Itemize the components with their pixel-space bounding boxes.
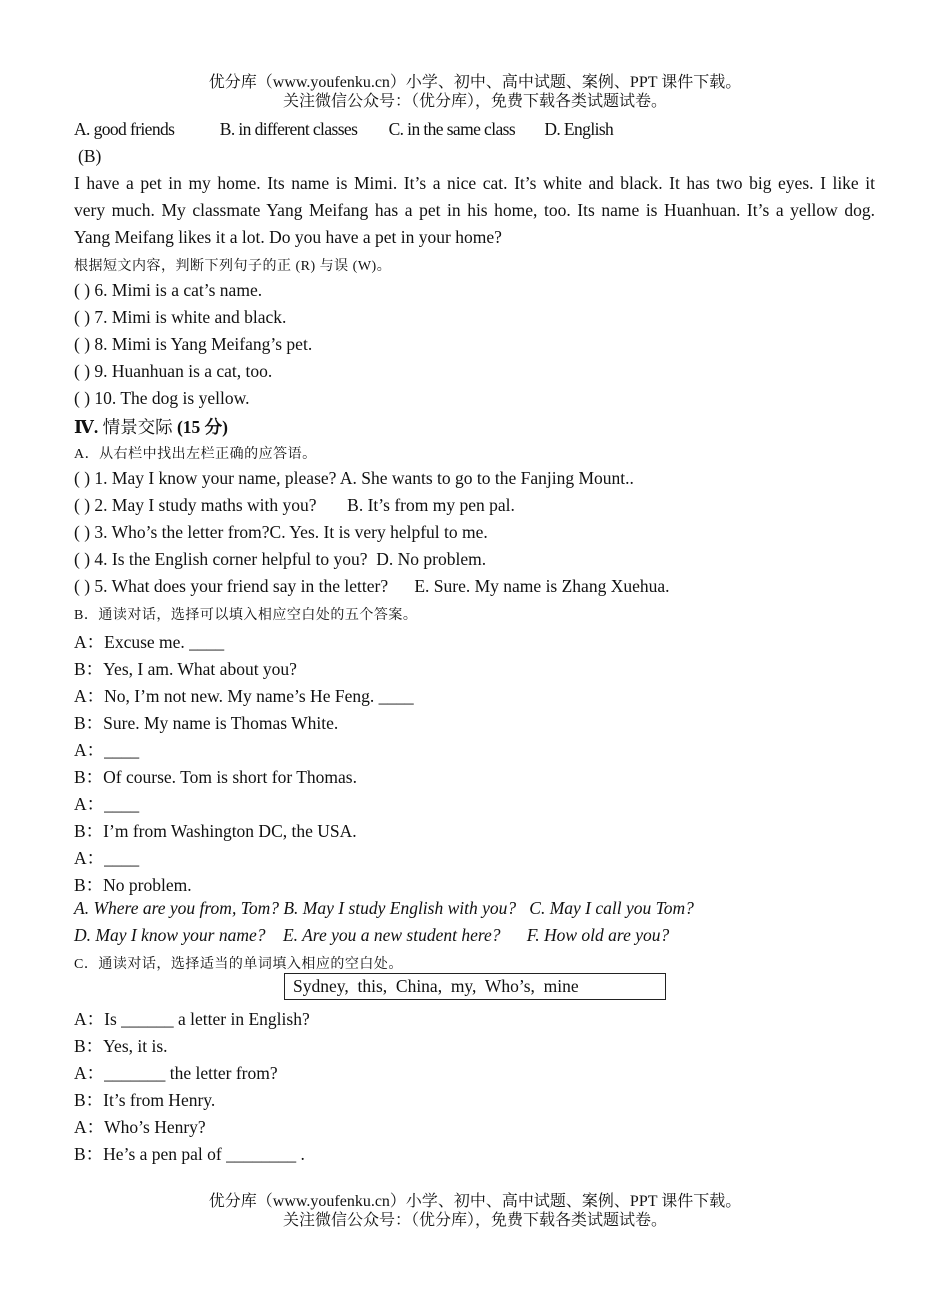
dialogue-line: B：Yes, I am. What about you? (74, 659, 297, 679)
question-row (74, 334, 312, 355)
header-line-2: 关注微信公众号：（优分库），免费下载各类试题试卷。 (282, 93, 667, 110)
part-c-instruction: C．通读对话，选择适当的单词填入相应的空白处。 (74, 957, 403, 972)
question-number: 8. (94, 334, 108, 354)
dialogue-line: A：_______ the letter from? (74, 1063, 278, 1083)
section-roman: Ⅳ. (74, 417, 99, 437)
question-text: Huanhuan is a cat, too. (111, 361, 273, 381)
match-row (74, 522, 488, 543)
options-row (74, 119, 613, 140)
header-line-1: 优分库（www.youfenku.cn）小学、初中、高中试题、案例、PPT 课件下载。 (208, 74, 742, 91)
part-b-choices-2: D. May I know your name? E. Are you a new student here? F. How old are you? (74, 925, 670, 945)
dialogue-line: A：No, I’m not new. My name’s He Feng. ____ (74, 686, 414, 706)
question-row (74, 307, 286, 328)
section-title: 情景交际 (102, 417, 173, 437)
footer-line-2: 关注微信公众号：（优分库），免费下载各类试题试卷。 (282, 1212, 667, 1229)
question-number: 4. (94, 549, 108, 569)
page-footer (0, 1192, 950, 1230)
answer-paren: ( ) (74, 549, 91, 569)
passage-line: very much. My classmate Yang Meifang has a pet in his home, too. Its name is Huanhuan. It’s a yellow dog. (74, 200, 875, 220)
match-row (74, 468, 634, 489)
passage-b-text (74, 170, 875, 251)
question-text: Mimi is Yang Meifang’s pet. (111, 334, 313, 354)
dialogue-line: A：____ (74, 848, 140, 868)
question-text: The dog is yellow. (120, 388, 250, 408)
answer-paren: ( ) (74, 468, 91, 488)
match-text: Is the English corner helpful to you? D. No problem. (111, 549, 487, 569)
question-number: 10. (94, 388, 117, 408)
dialogue-line: A：____ (74, 740, 140, 760)
footer-line-1: 优分库（www.youfenku.cn）小学、初中、高中试题、案例、PPT 课件下载。 (208, 1193, 742, 1210)
question-row (74, 388, 249, 409)
question-number: 3. (94, 522, 108, 542)
option-d: D. English (544, 119, 614, 139)
answer-paren: ( ) (74, 388, 91, 408)
question-text: Mimi is white and black. (111, 307, 287, 327)
passage-line: Yang Meifang likes it a lot. Do you have a pet in your home? (74, 227, 502, 247)
dialogue-line: B：It’s from Henry. (74, 1090, 216, 1110)
part-b-instruction: B．通读对话，选择可以填入相应空白处的五个答案。 (74, 608, 418, 623)
dialogue-line: B：Of course. Tom is short for Thomas. (74, 767, 357, 787)
answer-paren: ( ) (74, 280, 91, 300)
match-row (74, 495, 515, 516)
question-row (74, 280, 262, 301)
match-text: What does your friend say in the letter? E. Sure. My name is Zhang Xuehua. (111, 576, 670, 596)
dialogue-line: A：Who’s Henry? (74, 1117, 206, 1137)
section-score: (15 分) (176, 417, 229, 437)
question-text: Mimi is a cat’s name. (111, 280, 263, 300)
question-number: 9. (94, 361, 108, 381)
dialogue-line: B：I’m from Washington DC, the USA. (74, 821, 357, 841)
dialogue-line: A：Excuse me. ____ (74, 632, 225, 652)
dialogue-line: B：Yes, it is. (74, 1036, 168, 1056)
page-header (0, 73, 950, 111)
passage-b-instruction: 根据短文内容，判断下列句子的正 (R) 与误 (W)。 (74, 259, 392, 274)
match-row (74, 549, 486, 570)
option-b: B. in different classes (219, 119, 358, 139)
dialogue-line: A：Is ______ a letter in English? (74, 1009, 310, 1029)
dialogue-line: B：He’s a pen pal of ________ . (74, 1144, 305, 1164)
question-number: 7. (94, 307, 108, 327)
question-number: 2. (94, 495, 108, 515)
answer-paren: ( ) (74, 361, 91, 381)
word-bank-box (284, 973, 666, 1000)
question-number: 5. (94, 576, 108, 596)
dialogue-line: B：Sure. My name is Thomas White. (74, 713, 339, 733)
match-text: Who’s the letter from?C. Yes. It is very helpful to me. (111, 522, 488, 542)
part-b-choices-1: A. Where are you from, Tom? B. May I study English with you? C. May I call you Tom? (74, 898, 694, 918)
option-c: C. in the same class (388, 119, 516, 139)
passage-line: I have a pet in my home. Its name is Mimi. It’s a nice cat. It’s white and black. It has two big eyes. I like it (74, 173, 875, 193)
match-row (74, 576, 670, 597)
answer-paren: ( ) (74, 495, 91, 515)
dialogue-line: A：____ (74, 794, 140, 814)
answer-paren: ( ) (74, 334, 91, 354)
section-4-heading (74, 414, 228, 439)
question-number: 1. (94, 468, 108, 488)
part-a-instruction: A．从右栏中找出左栏正确的应答语。 (74, 447, 317, 462)
question-row (74, 361, 272, 382)
match-text: May I study maths with you? B. It’s from my pen pal. (111, 495, 515, 515)
option-a: A. good friends (74, 119, 175, 139)
passage-b-label: (B) (78, 146, 102, 166)
answer-paren: ( ) (74, 522, 91, 542)
answer-paren: ( ) (74, 307, 91, 327)
answer-paren: ( ) (74, 576, 91, 596)
match-text: May I know your name, please? A. She wants to go to the Fanjing Mount.. (111, 468, 634, 488)
word-bank-text: Sydney, this, China, my, Who’s, mine (293, 976, 579, 996)
question-number: 6. (94, 280, 108, 300)
dialogue-line: B：No problem. (74, 875, 192, 895)
